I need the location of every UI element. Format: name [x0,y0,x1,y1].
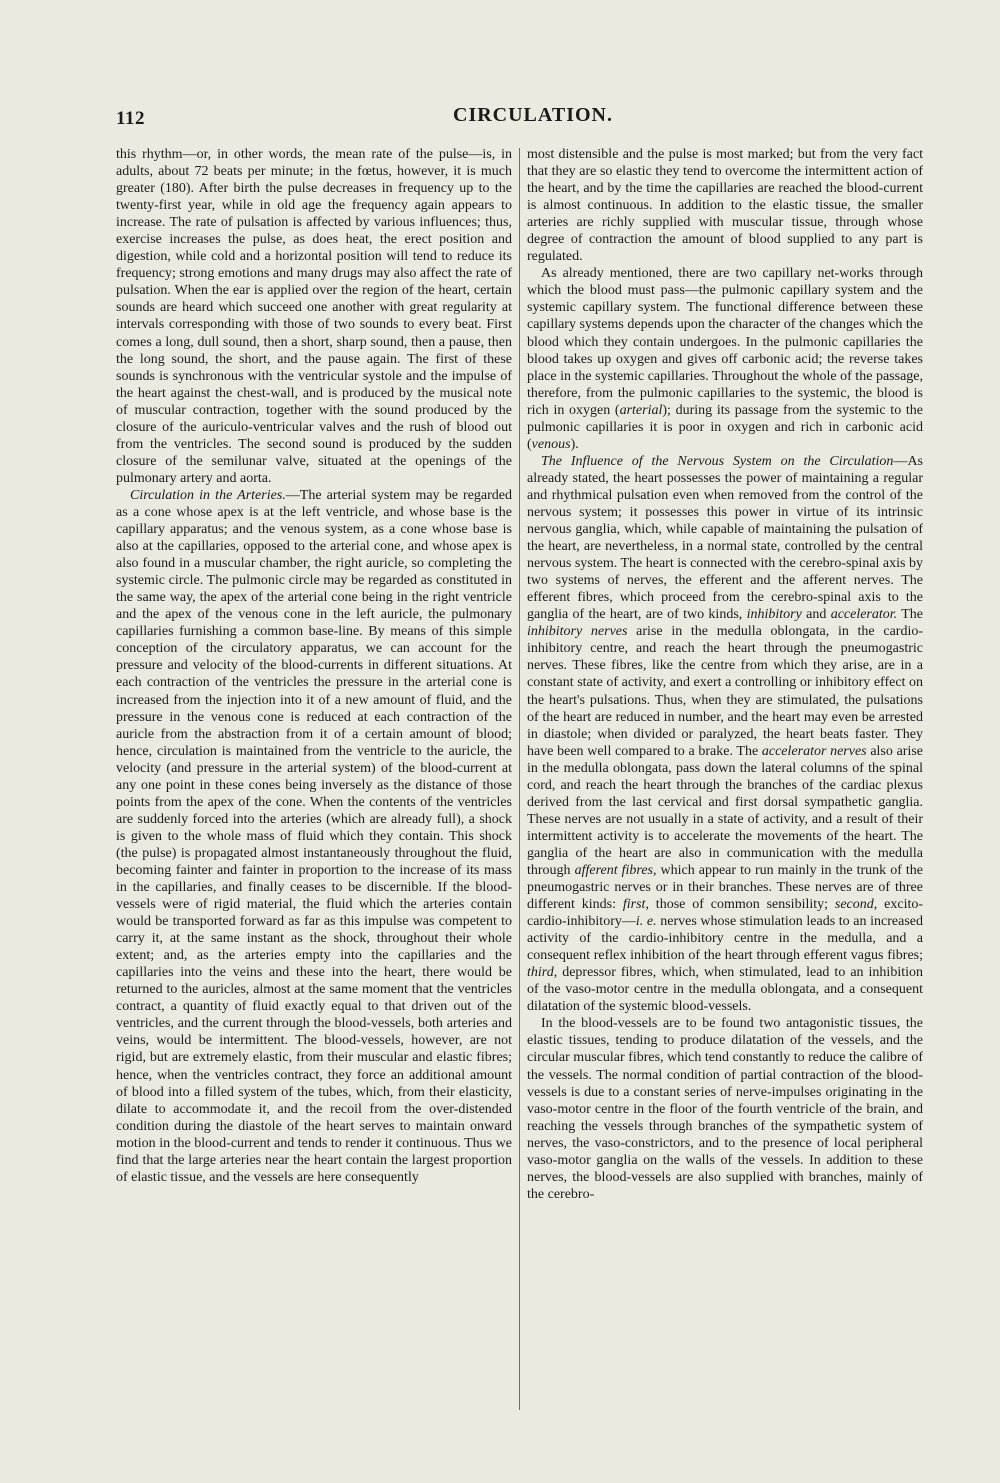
italic-term: third [527,965,554,981]
paragraph-text: ). [570,436,579,452]
paragraph-text: , depressor fibres, which, when stimulated, lead to an inhibition of the vaso-motor centre in the medulla oblongata, and a consequent dilatation of the systemic blood-vessels. [527,965,923,1015]
running-title: CIRCULATION. [453,104,613,126]
paragraph-text: ); during its passage from the systemic to the pulmonic capillaries it is poor in oxygen and rich in carbonic acid ( [527,402,923,452]
right-column [527,146,923,1203]
page-number: 112 [116,108,145,129]
italic-term: venous [531,436,571,452]
paragraph-text: also arise in the medulla oblongata, pass down the lateral columns of the spinal cord, and reach the heart through the branches of the cardiac plexus derived from the last cervical and first dorsal sympathetic ganglia. These nerves are not usually in a state of activity, and a result of their intermittent activity is to accelerate the movements of the heart. The ganglia of the heart are also in communication with the medulla through [527,743,923,878]
left-column [116,146,512,1186]
italic-term: second [834,897,874,913]
italic-term: inhibitory nerves [527,624,628,640]
section-heading: The Influence of the Nervous System on the Circulation [541,453,894,469]
paragraph-text: arise in the medulla oblongata, in the cardio-inhibitory centre, and reach the heart through the pneumogastric nerves. These fibres, like the centre from which they arise, are in a constant state of activity, and exert a controlling or inhibitory effect on the heart's pulsations. Thus, when they are stimulated, the pulsations of the heart are reduced in number, and the heart may even be arrested in diastole; when divided or paralyzed, the heart beats faster. They have been well compared to a brake. The [527,624,923,759]
italic-term: accelerator nerves [761,743,867,759]
paragraph [527,453,923,1016]
italic-term: arterial [619,402,663,418]
paragraph-text: most distensible and the pulse is most marked; but from the very fact that they are so elastic they tend to overcome the intermittent action of the heart, and by the time the capillaries are reached the blood-current is almost continuous. In addition to the elastic tissue, the smaller arteries are richly supplied with muscular tissue, through whose degree of contraction the amount of blood supplied to any part is regulated. [527,147,923,265]
paragraph [116,146,512,487]
italic-term: afferent fibres [574,862,653,878]
paragraph [527,146,923,265]
italic-term: first [622,897,646,913]
paragraph-text: , excito-cardio-inhibitory— [527,897,924,930]
paragraph-text: and [801,607,831,623]
italic-term: accelerator. [830,607,898,623]
paragraph [116,487,512,1186]
italic-term: inhibitory [746,607,802,623]
paragraph-text: —As already stated, the heart possesses the power of maintaining a regular and rhythmical pulsation even when removed from the control of the nervous system; it possesses this power in virtue of its intrinsic nervous ganglia, which, while capable of maintaining the pulsation of the heart, are nevertheless, in a normal state, controlled by the central nervous system. The heart is connected with the cerebro-spinal axis by two systems of nerves, the efferent and the afferent nerves. The efferent fibres, which proceed from the cerebro-spinal axis to the ganglia of the heart, are of two kinds, [527,453,923,623]
paragraph-text: The [897,607,924,623]
paragraph-text: As already mentioned, there are two capillary net-works through which the blood must pass—the pulmonic capillary system and the systemic capillary system. The functional difference between these capillary systems depends upon the character of the changes which the blood which they contain undergoes. In the pulmonic capillaries the blood takes up oxygen and gives off carbonic acid; the reverse takes place in the systemic capillaries. Throughout the whole of the passage, therefore, from the pulmonic capillaries to the systemic, the blood is rich in oxygen ( [527,266,923,418]
column-divider [519,148,520,1410]
paragraph-text: —The arterial system may be regarded as a cone whose apex is at the left ventricle, and whose base is the capillary apparatus; and the venous system, as a cone whose base is also at the capillaries, opposed to the arterial cone, and whose apex is also found in a muscular chamber, the right auricle, so completing the systemic circle. The pulmonic circle may be regarded as constituted in the same way, the apex of the arterial cone being in the right ventricle and the apex of the venous cone in the left auricle, the pulmonary capillaries furnishing a common base-line. By means of this simple conception of the circulatory apparatus, we can account for the pressure and velocity of the blood-currents in different situations. At each contraction of the ventricles the pressure in the arterial cone is increased from the injection into it of a new amount of fluid, and the pressure in the venous cone is reduced at each contraction of the auricle from the abstraction from it of a certain amount of blood; hence, circulation is maintained from the ventricle to the auricle, the velocity (and pressure in the arterial system) of the blood-current at any one point in these cones being inversely as the distance of those points from the apex of the cone. When the contents of the ventricles are suddenly forced into the arteries (which are already full), a shock is given to the whole mass of fluid which they contain. This shock (the pulse) is propagated almost instantaneously throughout the fluid, becoming fainter and fainter in proportion to the increase of its mass in the capillaries, and finally ceases to be discernible. If the blood-vessels were of rigid material, the fluid which the arteries contain would be transported forward as far as this impulse was competent to carry it, at the same instant as the shock, throughout their whole extent; and, as the arteries empty into the capillaries and the capillaries into the veins and these into the heart, there would be returned to the auricles, almost at the same moment that the ventricles contract, a quantity of fluid exactly equal to that driven out of the ventricles, and the current through the blood-vessels, both arteries and veins, would be intermittent. The blood-vessels, however, are not rigid, but are extremely elastic, from their muscular and elastic fibres; hence, when the ventricles contract, they force an additional amount of blood into a filled system of the tubes, which, from their elasticity, dilate to accommodate it, and the recoil from the over-distended condition during the diastole of the heart serves to maintain onward motion in the blood-current and tends to render it continuous. Thus we find that the large arteries near the heart contain the largest proportion of elastic tissue, and the vessels are here consequently [116,487,512,1185]
paragraph-text: nerves whose stimulation leads to an increased activity of the cardio-inhibitory centre in the medulla, and a consequent reflex inhibition of the heart through efferent vagus fibres; [527,914,923,964]
paragraph [527,265,923,453]
paragraph-text: , those of common sensibility; [645,897,835,913]
italic-term: i. e. [635,914,657,930]
paragraph-text: , which appear to run mainly in the trunk of the pneumogastric nerves or in their branches. These nerves are of three different kinds: [527,862,923,913]
paragraph-text: this rhythm—or, in other words, the mean rate of the pulse—is, in adults, about 72 beats per minute; in the fœtus, however, it is much greater (180). After birth the pulse decreases in frequency up to the twenty-first year, while in old age the frequency again appears to increase. The rate of pulsation is affected by various influences; thus, exercise increases the pulse, as does heat, the erect position and digestion, while cold and a horizontal position will tend to reduce its frequency; strong emotions and many drugs may also affect the rate of pulsation. When the ear is applied over the region of the heart, certain sounds are heard which succeed one another with great regularity at intervals corresponding with those of two sounds to every beat. First comes a long, dull sound, then a short, sharp sound, then a pause, then the long sound, the short, and the pause again. The first of these sounds is synchronous with the ventricular systole and the impulse of the heart against the chest-wall, and is produced by the musical note of muscular contraction, together with the sound produced by the closure of the auriculo-ventricular valves and the rush of blood out from the ventricles. The second sound is produced by the sudden closure of the semilunar valve, situated at the openings of the pulmonary artery and aorta. [116,147,512,486]
section-heading: Circulation in the Arteries. [130,487,286,503]
paragraph [527,1015,923,1203]
paragraph-text: In the blood-vessels are to be found two antagonistic tissues, the elastic tissues, tending to produce dilatation of the vessels, and the circular muscular fibres, which tend constantly to reduce the calibre of the vessels. The normal condition of partial contraction of the blood-vessels is due to a constant series of nerve-impulses originating in the vaso-motor centre in the floor of the fourth ventricle of the brain, and reaching the vessels through branches of the sympathetic system of nerves, the vaso-constrictors, and to the presence of local peripheral vaso-motor ganglia on the walls of the vessels. In addition to these nerves, the blood-vessels are also supplied with branches, mainly of the cerebro- [527,1016,923,1202]
